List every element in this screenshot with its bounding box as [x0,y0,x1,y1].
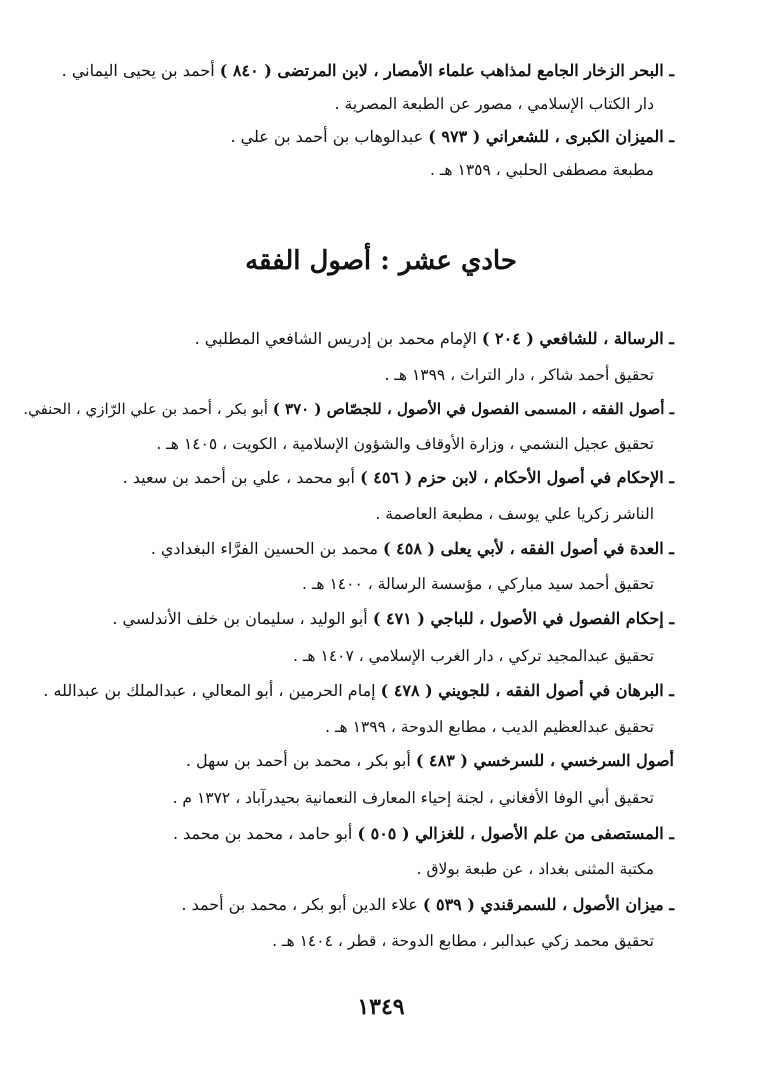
entry-title: أصول السرخسي ، للسرخسي ( ٤٨٣ ) [415,751,674,770]
entry-title: ـ ميزان الأصول ، للسمرقندي ( ٥٣٩ ) [422,895,674,914]
entry-author: إمام الحرمين ، أبو المعالي ، عبدالملك بن عبدالله . [43,681,381,700]
entry-author: الإمام محمد بن إدريس الشافعي المطلبي . [194,329,482,348]
entry-line [123,467,674,489]
entry-title: ـ الرسالة ، للشافعي ( ٢٠٤ ) [481,329,674,348]
entry-note: تحقيق أحمد سيد مباركي ، مؤسسة الرسالة ، ١٤٠٠ هـ . [301,575,654,593]
entry-note: تحقيق أبي الوفا الأفغاني ، لجنة إحياء المعارف النعمانية بحيدرآباد ، ١٣٧٢ م . [172,789,654,807]
entry-author: عبدالوهاب بن أحمد بن علي . [230,127,429,146]
entry-line [112,608,674,630]
entry-note: تحقيق عبدالعظيم الديب ، مطابع الدوحة ، ١٣٩٩ هـ . [325,718,654,736]
entry-note: الناشر زكريا علي يوسف ، مطبعة العاصمة . [375,505,654,523]
entry-note: تحقيق أحمد شاكر ، دار التراث ، ١٣٩٩ هـ . [384,366,654,384]
entry-title: ـ الميزان الكبرى ، للشعراني ( ٩٧٣ ) [428,127,674,146]
entry-note: مطبعة مصطفى الحلبي ، ١٣٥٩ هـ . [430,161,654,179]
entry-author: أبو بكر ، محمد بن أحمد بن سهل . [185,751,416,770]
entry-line [195,328,674,350]
entry-title: ـ البرهان في أصول الفقه ، للجويني ( ٤٧٨ ) [380,681,674,700]
entry-line [151,538,674,560]
entry-note: تحقيق عبدالمجيد تركي ، دار الغرب الإسلامي ، ١٤٠٧ هـ . [293,647,654,665]
entry-line [230,126,674,148]
entry-note: مكتبة المثنى بغداد ، عن طبعة بولاق . [416,860,654,878]
entry-author: أبو الوليد ، سليمان بن خلف الأندلسي . [112,609,373,628]
page-number: ١٣٤٩ [357,994,405,1020]
entry-title: ـ المستصفى من علم الأصول ، للغزالي ( ٥٠٥ ) [357,824,674,843]
entry-author: محمد بن الحسين الفرَّاء البغدادي . [150,539,383,558]
entry-author: علاء الدين أبو بكر ، محمد بن أحمد . [181,895,423,914]
entry-author: أبو حامد ، محمد بن محمد . [172,824,358,843]
entry-title: ـ إحكام الفصول في الأصول ، للباجي ( ٤٧١ ) [372,609,674,628]
entry-author: أحمد بن يحيى اليماني . [61,61,220,80]
entry-note: تحقيق عجيل النشمي ، وزارة الأوقاف والشؤون الإسلامية ، الكويت ، ١٤٠٥ هـ . [156,435,654,453]
entry-line [43,680,674,702]
entry-note: دار الكتاب الإسلامي ، مصور عن الطبعة المصرية . [334,95,654,113]
section-heading: حادي عشر : أصول الفقه [245,246,517,276]
entry-line [173,823,674,845]
entry-title: ـ أصول الفقه ، المسمى الفصول في الأصول ، للجصّاص ( ٣٧٠ ) [272,400,674,418]
entry-note: تحقيق محمد زكي عبدالبر ، مطابع الدوحة ، قطر ، ١٤٠٤ هـ . [272,932,654,950]
entry-line [23,398,674,420]
entry-line [181,894,674,916]
entry-author: أبو بكر ، أحمد بن علي الرّازي ، الحنفي. [23,400,273,418]
entry-title: ـ البحر الزخار الجامع لمذاهب علماء الأمصار ، لابن المرتضى ( ٨٤٠ ) [219,61,674,80]
entry-title: ـ الإحكام في أصول الأحكام ، لابن حزم ( ٤٥٦ ) [360,468,674,487]
entry-line [186,750,674,772]
entry-title: ـ العدة في أصول الفقه ، لأبي يعلى ( ٤٥٨ ) [382,539,674,558]
entry-author: أبو محمد ، علي بن أحمد بن سعيد . [122,468,361,487]
entry-line [62,60,674,82]
